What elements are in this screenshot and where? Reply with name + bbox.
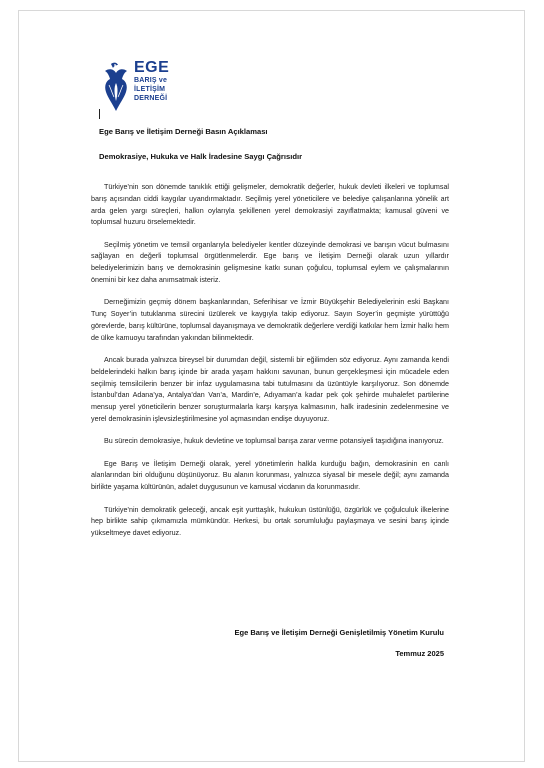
logo-title: EGE [134,59,170,76]
document-body [91,182,449,550]
paragraph: Türkiye’nin son dönemde tanıklık ettiği gelişmeler, demokratik değerler, hukuk devleti ilkeleri ve toplumsal barış açısından ciddi kaygılar uyandırmaktadır. Seçilmiş yerel yöneticilere ve belediye çalışanlarına yönelik art arda gelen yargı süreçleri, halkın oylarıyla şekillenen yerel demokrasiyi zayıflatmakta; kamusal güveni ve toplumsal huzuru örselemektedir. [91,183,449,227]
text-cursor [99,109,100,119]
logo-line-3: DERNEĞİ [134,95,168,102]
paragraph: Türkiye’nin demokratik geleceği, ancak eşit yurttaşlık, hukukun üstünlüğü, özgürlük ve çoğulculuk ilkelerine hep birlikte sahip çıkmamızla mümkündür. Herkesi, bu ortak sorumluluğu paylaşmaya ve sesini barış içinde yükseltmeye davet ediyoruz. [91,505,449,538]
document-title: Demokrasiye, Hukuka ve Halk İradesine Saygı Çağrısıdır [99,152,303,161]
paragraph: Bu sürecin demokrasiye, hukuk devletine ve toplumsal barışa zarar verme potansiyeli taşıdığına inanıyoruz. [104,437,444,446]
paragraph: Seçilmiş yönetim ve temsil organlarıyla belediyeler kentler düzeyinde demokrasi ve barışın vücut bulmasını sağlayan en değerli toplumsal örgütlenmelerdir. Ege barış ve İletişim Derneği olarak uzun yıllardır belediyelerimizin barış ve demokrasinin gelişmesine katkı sunan çoğulcu, toplumsal eylem ve çalışmalarının önemini bir kez daha anımsatmak isteriz. [91,240,449,285]
dove-emblem-icon [99,59,133,115]
signature-date: Temmuz 2025 [395,649,444,658]
organization-logo [99,57,179,119]
logo-line-1: BARIŞ ve [134,77,168,84]
press-release-heading: Ege Barış ve İletişim Derneği Basın Açıklaması [99,127,268,136]
logo-line-2: İLETİŞİM [134,86,166,93]
logo-text [134,59,169,103]
signature-org: Ege Barış ve İletişim Derneği Genişletilmiş Yönetim Kurulu [234,628,444,637]
paragraph: Ege Barış ve İletişim Derneği olarak, yerel yönetimlerin halkla kurduğu bağın, demokrasinin en canlı alanlarından biri olduğunu düşünüyoruz. Bu alanın korunması, yalnızca siyasal bir mesele değil; aynı zamanda birlikte yaşama kültürünün, adalet duygusunun ve kamusal vicdanın da korunmasıdır. [91,459,449,492]
paragraph: Ancak burada yalnızca bireysel bir durumdan değil, sistemli bir eğilimden söz ediyoruz. Aynı zamanda kendi beldelerindeki halkın barış içinde bir arada yaşam hakkını savunan, bunun gerçekleşmesi için mücadele eden seçilmiş temsilcilerin benzer bir infaz uygulamasına tabi tutulmasını da üzüntüyle karşılıyoruz. Son dönemde İstanbul’dan Adana’ya, Antalya’dan Van’a, Mardin’e, Adıyaman’a kadar pek çok şehirde muhalefet partilerine mensup yerel yöneticilerin benzer soruşturmalarla karşı karşıya kalmasının, halk iradesinin zedelenmesine ve yerel demokrasinin işlevsizleştirilmesine yol açmasından endişe duyuyoruz. [91,356,449,424]
paragraph: Derneğimizin geçmiş dönem başkanlarından, Seferihisar ve İzmir Büyükşehir Belediyelerinin eski Başkanı Tunç Soyer’in tutuklanma sürecini üzülerek ve kaygıyla takip ediyoruz. Sayın Soyer’in geçmişte yürüttüğü görevlerde, barış kültürüne, toplumsal dayanışmaya ve demokratik değerlere verdiği katkılar hem İzmir halkı hem de ülke kamuoyu tarafından yakından bilinmektedir. [91,298,449,342]
